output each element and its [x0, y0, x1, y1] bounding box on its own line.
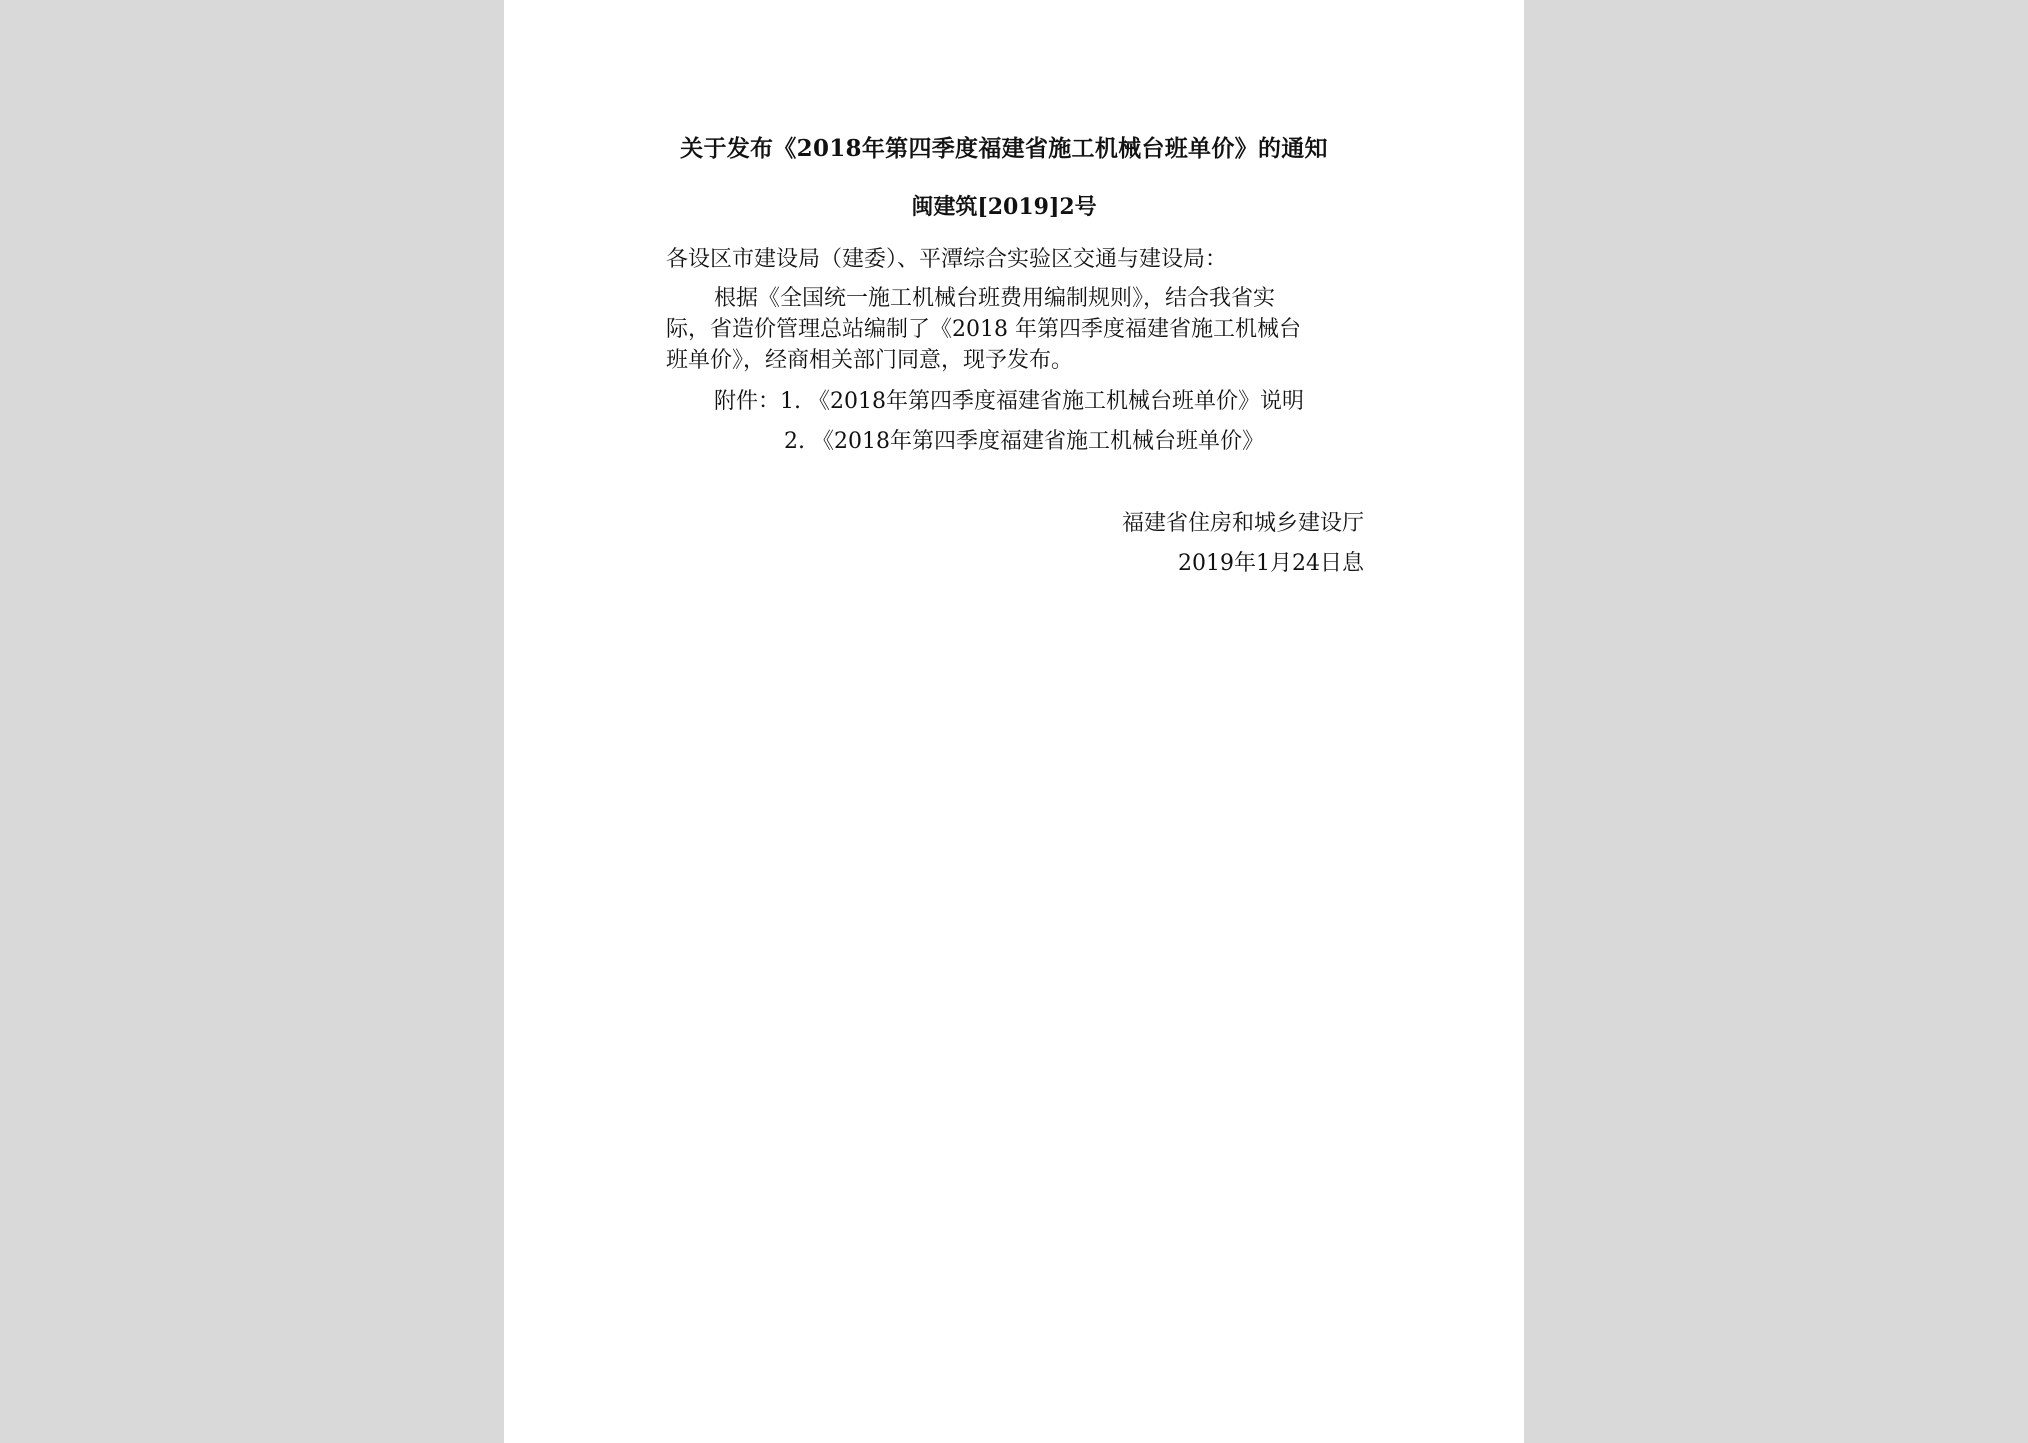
document-date: 2019年1月24日息 [1178, 551, 1364, 576]
attachment-item-2: 2. 《2018年第四季度福建省施工机械台班单价》 [784, 429, 1264, 454]
signer: 福建省住房和城乡建设厅 [1121, 511, 1364, 536]
body-line-1: 根据《全国统一施工机械台班费用编制规则》，结合我省实 [714, 286, 1276, 311]
salutation: 各设区市建设局（建委）、平潭综合实验区交通与建设局： [666, 247, 1228, 272]
document-title: 关于发布《2018年第四季度福建省施工机械台班单价》的通知 [680, 135, 1328, 162]
document-page [504, 0, 1524, 1443]
document-number: 闽建筑[2019]2号 [911, 194, 1097, 220]
attachment-item-1: 附件：1. 《2018年第四季度福建省施工机械台班单价》说明 [714, 389, 1304, 414]
body-line-2: 际，省造价管理总站编制了《2018 年第四季度福建省施工机械台 [666, 317, 1301, 342]
body-line-3: 班单价》，经商相关部门同意，现予发布。 [666, 348, 1074, 373]
